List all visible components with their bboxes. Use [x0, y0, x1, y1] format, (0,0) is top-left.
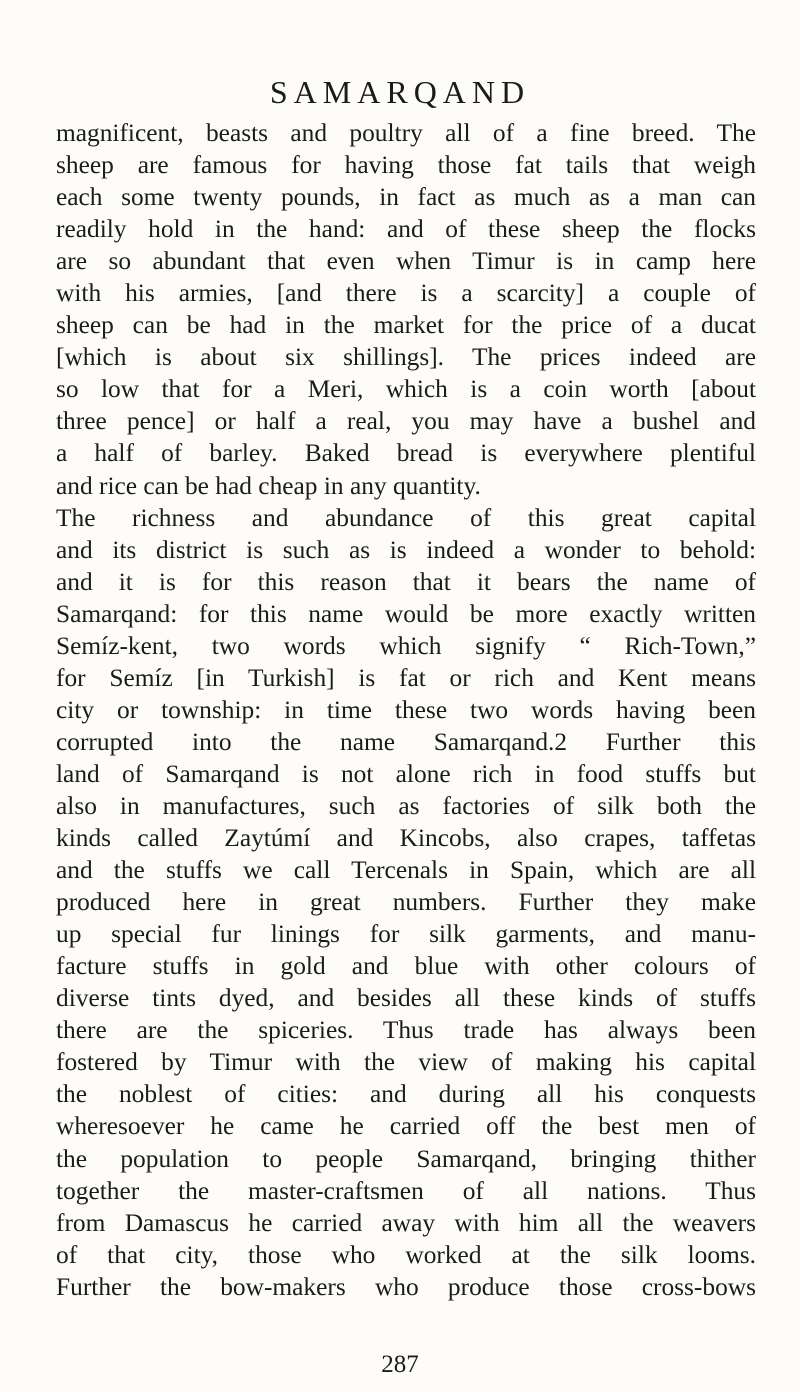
- text-line: fostered by Timur with the view of making his capital: [56, 1048, 756, 1077]
- text-line: from Damascus he carried away with him all the weavers: [56, 1208, 756, 1237]
- text-line: the noblest of cities: and during all his conquests: [56, 1080, 756, 1109]
- text-line: diverse tints dyed, and besides all these kinds of stuffs: [56, 984, 756, 1013]
- text-line: facture stuffs in gold and blue with other colours of: [56, 952, 756, 981]
- text-line: each some twenty pounds, in fact as much as a man can: [56, 183, 756, 212]
- text-line: and the stuffs we call Tercenals in Spain, which are all: [56, 856, 756, 885]
- text-line: magnificent, beasts and poultry all of a fine breed. The: [56, 119, 756, 147]
- text-line: The richness and abundance of this great capital: [56, 503, 756, 532]
- text-line: up special fur linings for silk garments, and manu-: [56, 920, 756, 949]
- text-line: Samarqand: for this name would be more exactly written: [56, 599, 756, 628]
- running-title: SAMARQAND: [269, 74, 531, 110]
- text-line: and it is for this reason that it bears the name of: [56, 567, 756, 596]
- text-line: Further the bow-makers who produce those cross-bows: [56, 1272, 756, 1301]
- text-line: with his armies, [and there is a scarcity] a couple of: [56, 279, 756, 308]
- text-line: readily hold in the hand: and of these sheep the flocks: [56, 215, 756, 244]
- text-line: wheresoever he came he carried off the best men of: [56, 1112, 756, 1141]
- text-line: sheep are famous for having those fat tails that weigh: [56, 151, 756, 180]
- text-line: kinds called Zaytúmí and Kincobs, also crapes, taffetas: [56, 824, 756, 853]
- text-line: three pence] or half a real, you may have a bushel and: [56, 407, 756, 436]
- text-line: so low that for a Meri, which is a coin worth [about: [56, 375, 756, 404]
- text-line: produced here in great numbers. Further they make: [56, 888, 756, 917]
- text-line: of that city, those who worked at the silk looms.: [56, 1240, 756, 1269]
- body-text: [56, 117, 756, 1303]
- text-line: and rice can be had cheap in any quantity.: [56, 471, 481, 500]
- text-line: Semíz-kent, two words which signify “ Rich-Town,”: [56, 631, 756, 660]
- text-line: a half of barley. Baked bread is everywhere plentiful: [56, 439, 756, 468]
- text-line: city or township: in time these two words having been: [56, 695, 756, 724]
- text-line: together the master-craftsmen of all nations. Thus: [56, 1176, 756, 1205]
- text-line: are so abundant that even when Timur is in camp here: [56, 247, 756, 276]
- text-line: sheep can be had in the market for the price of a ducat: [56, 311, 756, 340]
- text-line: and its district is such as is indeed a wonder to behold:: [56, 535, 756, 564]
- text-line: land of Samarqand is not alone rich in food stuffs but: [56, 759, 756, 788]
- text-line: corrupted into the name Samarqand.2 Further this: [56, 727, 756, 756]
- text-line: for Semíz [in Turkish] is fat or rich and Kent means: [56, 663, 756, 692]
- text-line: the population to people Samarqand, bringing thither: [56, 1144, 756, 1173]
- text-line: there are the spiceries. Thus trade has always been: [56, 1016, 756, 1045]
- page-number: 287: [381, 1351, 419, 1378]
- text-line: [which is about six shillings]. The prices indeed are: [56, 343, 756, 372]
- text-line: also in manufactures, such as factories of silk both the: [56, 791, 756, 820]
